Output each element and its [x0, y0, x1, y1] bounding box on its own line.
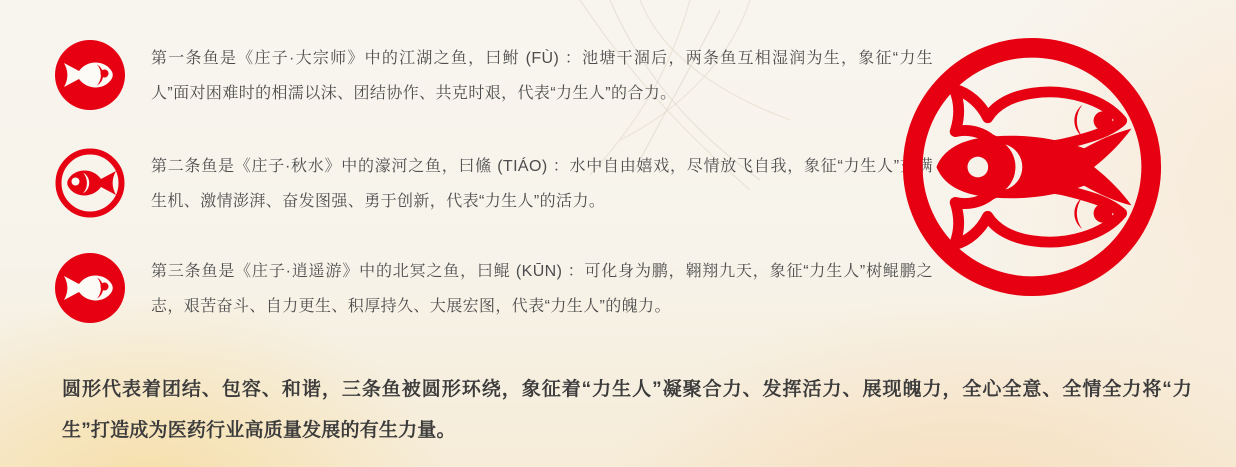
feature-row-second-fish	[55, 148, 933, 219]
fish-right-in-solid-circle-icon	[55, 40, 125, 110]
feature-row-first-fish	[55, 40, 933, 111]
three-fish-circle-logo	[899, 34, 1165, 300]
feature-paragraph-2: 第二条鱼是《庄子·秋水》中的濠河之鱼，曰鯈 (TIÁO) ：水中自由嬉戏，尽情放飞自我，象征“力生人”充满生机、激情澎湃、奋发图强、勇于创新，代表“力生人”的活力。	[151, 158, 933, 210]
middle-fish-solid	[936, 129, 1131, 206]
fish-left-in-ring-icon	[55, 148, 125, 218]
feature-paragraph-3: 第三条鱼是《庄子·逍遥游》中的北冥之鱼，曰鲲 (KŪN) ：可化身为鹏，翱翔九天，象征“力生人”树鲲鹏之志，艰苦奋斗、自力更生、积厚持久、大展宏图，代表“力生人”的魄力。	[151, 263, 933, 315]
feature-row-third-fish	[55, 253, 933, 324]
feature-paragraph-1: 第一条鱼是《庄子·大宗师》中的江湖之鱼，曰鲋 (FÙ) ：池塘干涸后，两条鱼互相湿润为生，象征“力生人”面对困难时的相濡以沫、团结协作、共克时艰，代表“力生人”的合力。	[151, 50, 933, 102]
footer-summary-text: 圆形代表着团结、包容、和谐，三条鱼被圆形环绕，象征着“力生人”凝聚合力、发挥活力、展现魄力，全心全意、全情全力将“力生”打造成为医药行业高质量发展的有生力量。	[62, 379, 1192, 441]
fish-right-in-solid-circle-icon	[55, 253, 125, 323]
